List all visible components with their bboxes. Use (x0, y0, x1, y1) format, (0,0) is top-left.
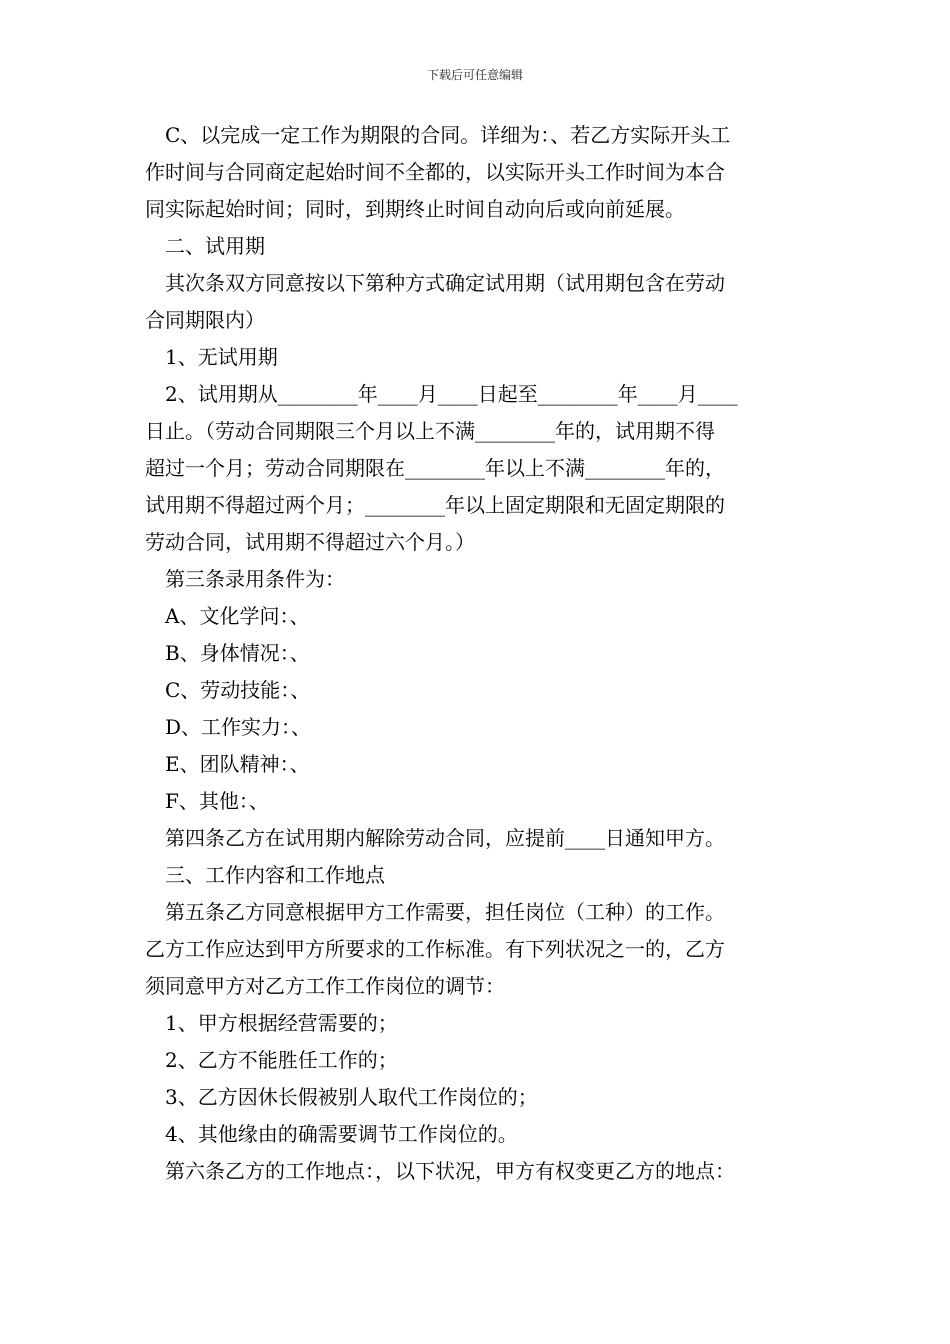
paragraph-line: 第四条乙方在试用期内解除劳动合同，应提前____日通知甲方。 (165, 826, 725, 850)
paragraph-line: 乙方工作应达到甲方所要求的工作标准。有下列状况之一的，乙方 (145, 937, 725, 961)
paragraph-line: 同实际起始时间；同时，到期终止时间自动向后或向前延展。 (145, 197, 685, 221)
document-body (145, 117, 809, 1190)
paragraph-line: 试用期不得超过两个月；________年以上固定期限和无固定期限的 (145, 493, 725, 517)
paragraph-line: 2、试用期从________年____月____日起至________年____月____ (165, 382, 738, 406)
paragraph-line: 3、乙方因休长假被别人取代工作岗位的； (165, 1085, 538, 1109)
paragraph-line: F、其他：、 (165, 789, 269, 813)
paragraph-line: 作时间与合同商定起始时间不全都的，以实际开头工作时间为本合 (145, 160, 725, 184)
paragraph-line: 二、试用期 (165, 234, 265, 258)
page-header: 下载后可任意编辑 (426, 68, 523, 82)
paragraph-line: 第六条乙方的工作地点：，以下状况，甲方有权变更乙方的地点： (165, 1159, 735, 1183)
paragraph-line: 超过一个月；劳动合同期限在________年以上不满________年的， (145, 456, 725, 480)
paragraph-line: C、以完成一定工作为期限的合同。详细为：、若乙方实际开头工 (165, 123, 731, 147)
paragraph-line: 其次条双方同意按以下第种方式确定试用期（试用期包含在劳动 (165, 271, 725, 295)
paragraph-line: 1、甲方根据经营需要的； (165, 1011, 398, 1035)
paragraph-line: B、身体情况：、 (165, 641, 310, 665)
paragraph-line: 第三条录用条件为： (165, 567, 345, 591)
paragraph-line: E、团队精神：、 (165, 752, 310, 776)
paragraph-line: 劳动合同，试用期不得超过六个月。） (145, 530, 475, 554)
paragraph-line: D、工作实力：、 (165, 715, 312, 739)
paragraph-line: 1、无试用期 (165, 345, 278, 369)
paragraph-line: 日止。（劳动合同期限三个月以上不满________年的，试用期不得 (145, 419, 715, 443)
paragraph-line: 第五条乙方同意根据甲方工作需要，担任岗位（工种）的工作。 (165, 900, 725, 924)
paragraph-line: 4、其他缘由的确需要调节工作岗位的。 (165, 1122, 518, 1146)
paragraph-line: 三、工作内容和工作地点 (165, 863, 385, 887)
paragraph-line: 合同期限内） (145, 308, 265, 332)
paragraph-line: A、文化学问：、 (165, 604, 310, 628)
paragraph-line: C、劳动技能：、 (165, 678, 311, 702)
paragraph-line: 须同意甲方对乙方工作工作岗位的调节： (145, 974, 505, 998)
paragraph-line: 2、乙方不能胜任工作的； (165, 1048, 398, 1072)
